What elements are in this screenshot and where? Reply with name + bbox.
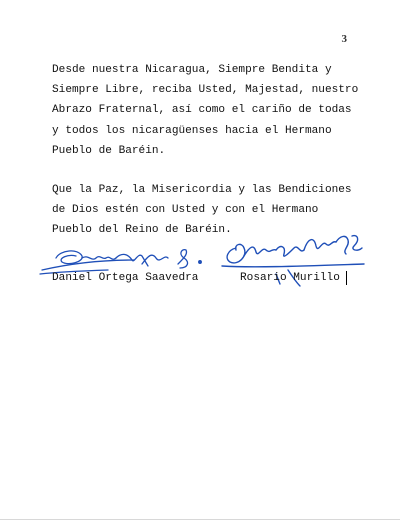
paragraph-line: Pueblo de Baréin. — [52, 144, 166, 157]
paragraph-line: Que la Paz, la Misericordia y las Bendiciones — [52, 184, 352, 196]
signatory-name-left: Daniel Ortega Saavedra — [52, 272, 199, 284]
paragraph-line: de Dios estén con Usted y con el Hermano — [52, 204, 319, 217]
paragraph-line: y todos los nicaragüenses hacia el Hermano — [52, 124, 332, 137]
text-cursor — [346, 271, 347, 285]
paragraph-line: Siempre Libre, reciba Usted, Majestad, nuestro — [52, 84, 359, 97]
paragraph-line: Abrazo Fraternal, así como el cariño de todas — [52, 104, 352, 117]
signatory-name-right: Rosario Murillo — [240, 272, 340, 284]
paragraph-greeting — [52, 60, 359, 161]
page-bottom-divider — [0, 519, 400, 520]
paragraph-line: Desde nuestra Nicaragua, Siempre Bendita y — [52, 64, 332, 76]
page-number: 3 — [341, 33, 347, 45]
paragraph-line: Pueblo del Reino de Baréin. — [52, 224, 232, 237]
